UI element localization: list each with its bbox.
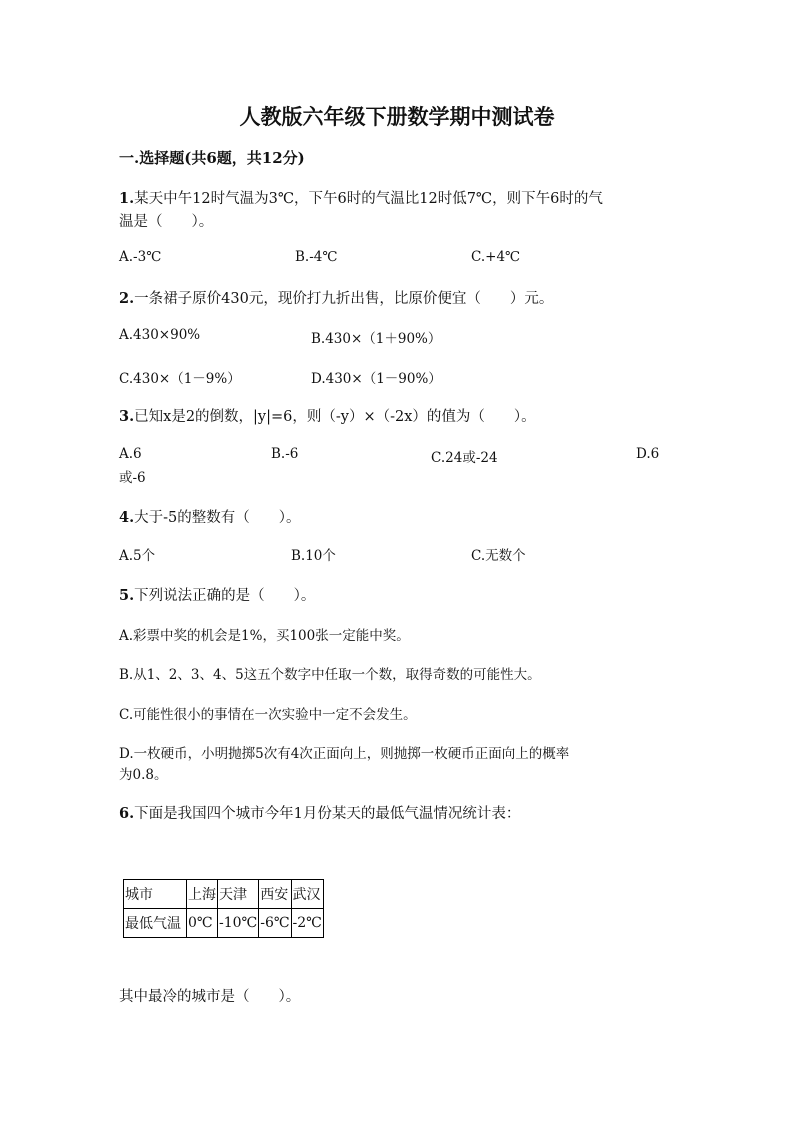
question-1: [119, 187, 603, 208]
question-number: 3.: [119, 408, 135, 425]
question-6: [119, 802, 520, 823]
option-b: B.430×（1＋90%）: [311, 331, 442, 347]
question-4: [119, 506, 301, 527]
table-cell: 0℃: [187, 909, 218, 938]
temperature-table: [123, 879, 324, 938]
question-2: [119, 287, 553, 308]
option-a: A.5个: [119, 548, 156, 564]
question-text: 一条裙子原价430元，现价打九折出售，比原价便宜（ ）元。: [134, 291, 554, 307]
question-1-line2: 温是（ ）。: [119, 214, 214, 230]
question-number: 2.: [119, 290, 135, 307]
option-d-wrap: 为0.8。: [119, 767, 168, 783]
option-b: B.-4℃: [295, 249, 338, 265]
section-heading: 一.选择题(共6题，共12分): [119, 149, 305, 167]
question-text: 下列说法正确的是（ ）。: [134, 588, 316, 604]
option-b: B.-6: [271, 446, 299, 462]
table-row: [124, 909, 324, 938]
question-text: 大于-5的整数有（ ）。: [134, 510, 301, 526]
option-d: D.6: [636, 446, 660, 462]
table-header-row: [124, 880, 324, 909]
option-b: B.从1、2、3、4、5这五个数字中任取一个数，取得奇数的可能性大。: [119, 667, 541, 683]
question-number: 6.: [119, 805, 135, 822]
option-a: A.-3℃: [119, 249, 162, 265]
question-3: [119, 405, 536, 426]
question-text: 下面是我国四个城市今年1月份某天的最低气温情况统计表：: [134, 806, 521, 822]
option-c: C.无数个: [471, 548, 526, 564]
option-c: C.24或-24: [431, 450, 498, 466]
table-cell: 西安: [259, 880, 291, 909]
table-cell: 天津: [218, 880, 259, 909]
table-cell: -6℃: [259, 909, 291, 938]
question-6-follow-up: 其中最冷的城市是（ ）。: [119, 989, 301, 1005]
question-text: 已知x是2的倒数，|y|=6，则（-y）×（-2x）的值为（ ）。: [134, 409, 536, 425]
table-cell: 上海: [187, 880, 218, 909]
option-d: D.一枚硬币，小明抛掷5次有4次正面向上，则抛掷一枚硬币正面向上的概率: [119, 746, 570, 762]
table-cell: 武汉: [291, 880, 323, 909]
option-a: A.彩票中奖的机会是1%，买100张一定能中奖。: [119, 628, 410, 644]
question-number: 4.: [119, 509, 135, 526]
option-c: C.+4℃: [471, 249, 521, 265]
table-cell: -10℃: [218, 909, 259, 938]
table-cell: -2℃: [291, 909, 323, 938]
question-5: [119, 584, 315, 605]
option-a: A.430×90%: [119, 327, 201, 343]
option-d-wrap: 或-6: [119, 470, 146, 486]
option-c: C.可能性很小的事情在一次实验中一定不会发生。: [119, 707, 417, 723]
option-c: C.430×（1－9%）: [119, 371, 241, 387]
option-d: D.430×（1－90%）: [311, 371, 442, 387]
table-cell: 城市: [124, 880, 187, 909]
table-cell: 最低气温: [124, 909, 187, 938]
question-number: 1.: [119, 190, 135, 207]
option-b: B.10个: [291, 548, 336, 564]
question-number: 5.: [119, 587, 135, 604]
question-text: 某天中午12时气温为3℃，下午6时的气温比12时低7℃，则下午6时的气: [134, 191, 603, 207]
option-a: A.6: [119, 446, 142, 462]
page-title: 人教版六年级下册数学期中测试卷: [239, 104, 555, 129]
